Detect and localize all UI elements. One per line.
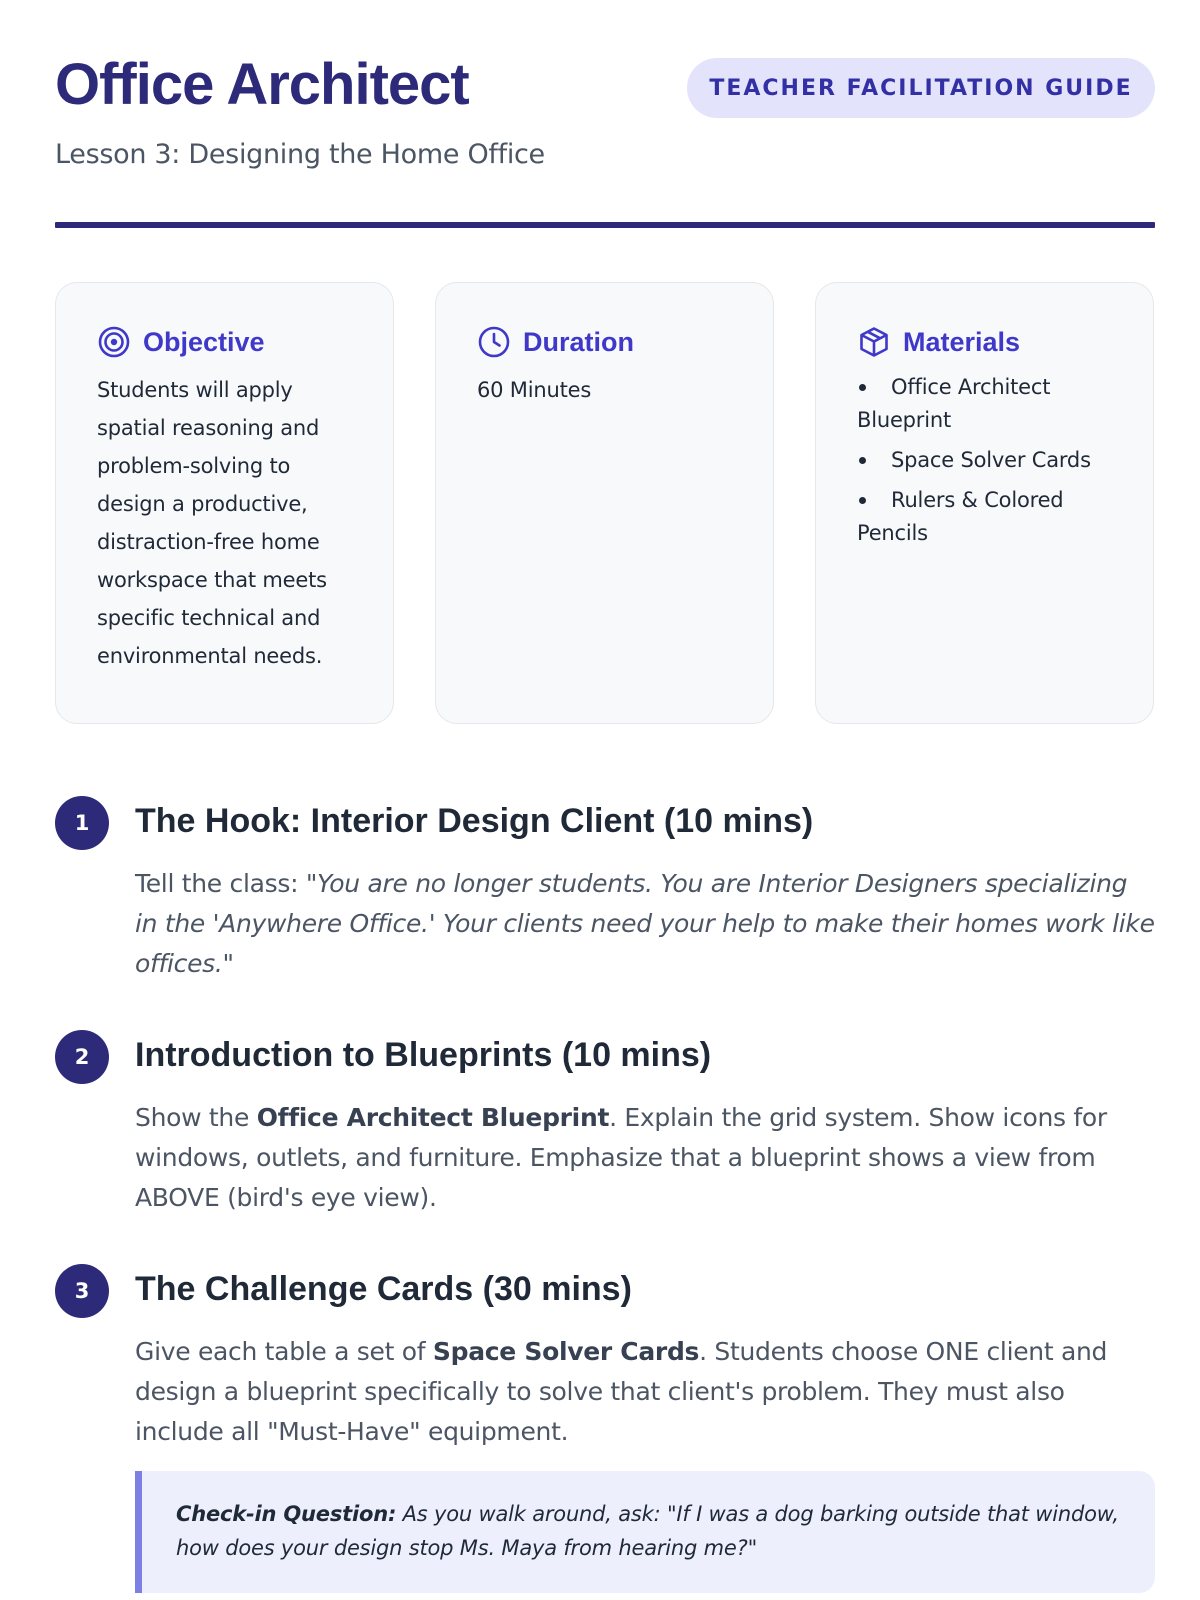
page-header: [55, 52, 1155, 232]
page-title: Office Architect: [55, 52, 469, 117]
header-divider: [55, 222, 1155, 228]
step-description: [135, 1098, 1155, 1218]
materials-card-header: [857, 325, 1113, 359]
callout-label: Check-in Question:: [176, 1502, 397, 1526]
step-text: . Explain the grid system. Show icons for windows, outlets, and furniture. Emphasize that a blueprint shows a view from ABOVE (bird's eye view).: [135, 1103, 1107, 1212]
step-text: Tell the class:: [135, 869, 306, 898]
objective-card-title: Objective: [143, 326, 265, 357]
objective-card-header: [97, 325, 353, 359]
step-number-badge: 1: [55, 796, 109, 850]
step-text: Show the: [135, 1103, 257, 1132]
step-material-name: Office Architect Blueprint: [256, 1103, 610, 1132]
list-item: Office Architect Blueprint: [857, 371, 1113, 437]
objective-text: Students will apply spatial reasoning and problem-solving to design a productive, distraction-free home workspace that meets specific technical and environmental needs.: [97, 378, 327, 668]
step-quote: "You are no longer students. You are Interior Designers specializing in the 'Anywhere Office.' Your clients need your help to make their homes work like offices.": [135, 869, 1155, 978]
check-in-callout: [135, 1471, 1155, 1593]
duration-card-title: Duration: [523, 326, 634, 357]
step-text: . Students choose ONE client and design a blueprint specifically to solve that client's problem. They must also include all "Must-Have" equipment.: [135, 1337, 1108, 1446]
materials-list: [857, 371, 1113, 550]
list-item: Rulers & Colored Pencils: [857, 484, 1113, 550]
lesson-page: [55, 0, 1155, 1600]
materials-card-title: Materials: [903, 326, 1021, 357]
lesson-subtitle: Lesson 3: Designing the Home Office: [55, 139, 545, 170]
step-title: The Challenge Cards (30 mins): [135, 1270, 632, 1308]
list-item: Space Solver Cards: [857, 444, 1113, 477]
box-icon: [857, 325, 891, 359]
step-title: The Hook: Interior Design Client (10 mins): [135, 802, 814, 840]
step-number-badge: 3: [55, 1264, 109, 1318]
duration-card-header: [477, 325, 733, 359]
callout-text: As you walk around, ask: "If I was a dog barking outside that window, how does your design stop Ms. Maya from hearing me?": [176, 1502, 1119, 1560]
clock-icon: [477, 325, 511, 359]
materials-card: [815, 282, 1154, 724]
step-description: [135, 1332, 1155, 1452]
step-title: Introduction to Blueprints (10 mins): [135, 1036, 712, 1074]
guide-badge: TEACHER FACILITATION GUIDE: [687, 58, 1155, 118]
target-icon: [97, 325, 131, 359]
step-description: [135, 864, 1155, 984]
overview-cards: [55, 282, 1155, 724]
step-number-badge: 2: [55, 1030, 109, 1084]
duration-text: 60 Minutes: [477, 378, 592, 402]
duration-card: [435, 282, 774, 724]
step-material-name: Space Solver Cards: [432, 1337, 700, 1366]
step-text: Give each table a set of: [135, 1337, 433, 1366]
objective-card: [55, 282, 394, 724]
